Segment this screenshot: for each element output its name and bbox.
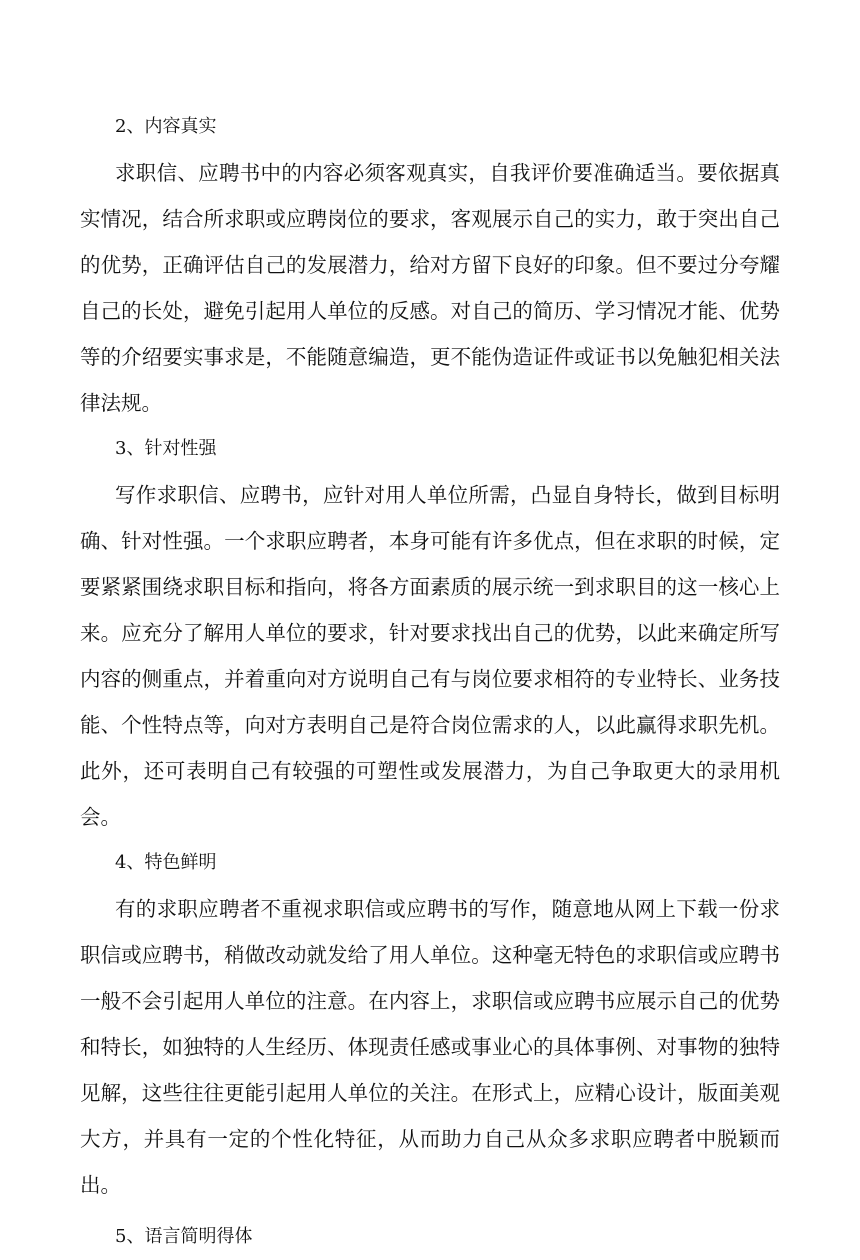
document-body xyxy=(80,104,780,1260)
section-heading-concise-language: 5、语言简明得体 xyxy=(115,1226,253,1247)
section-heading-distinctive: 4、特色鲜明 xyxy=(115,852,217,873)
section-heading-content-truth: 2、内容真实 xyxy=(115,116,217,137)
section-paragraph-content-truth: 求职信、应聘书中的内容必须客观真实，自我评价要准确适当。要依据真实情况，结合所求职或应聘岗位的要求，客观展示自己的实力，敢于突出自己的优势，正确评估自己的发展潜力，给对方留下良好的印象。但不要过分夸耀自己的长处，避免引起用人单位的反感。对自己的简历、学习情况才能、优势等的介绍要实事求是，不能随意编造，更不能伪造证件或证书以免触犯相关法律法规。 xyxy=(80,161,780,415)
section-paragraph-targeted: 写作求职信、应聘书，应针对用人单位所需，凸显自身特长，做到目标明确、针对性强。一个求职应聘者，本身可能有许多优点，但在求职的时候，定要紧紧围绕求职目标和指向，将各方面素质的展示统一到求职目的这一核心上来。应充分了解用人单位的要求，针对要求找出自己的优势，以此来确定所写内容的侧重点，并着重向对方说明自己有与岗位要求相符的专业特长、业务技能、个性特点等，向对方表明自己是符合岗位需求的人，以此赢得求职先机。此外，还可表明自己有较强的可塑性或发展潜力，为自己争取更大的录用机会。 xyxy=(80,483,780,829)
section-paragraph-distinctive: 有的求职应聘者不重视求职信或应聘书的写作，随意地从网上下载一份求职信或应聘书，稍做改动就发给了用人单位。这种毫无特色的求职信或应聘书一般不会引起用人单位的注意。在内容上，求职信或应聘书应展示自己的优势和特长，如独特的人生经历、体现责任感或事业心的具体事例、对事物的独特见解，这些往往更能引起用人单位的关注。在形式上，应精心设计，版面美观大方，并具有一定的个性化特征，从而助力自己从众多求职应聘者中脱颖而出。 xyxy=(80,897,780,1197)
section-heading-targeted: 3、针对性强 xyxy=(115,438,217,459)
